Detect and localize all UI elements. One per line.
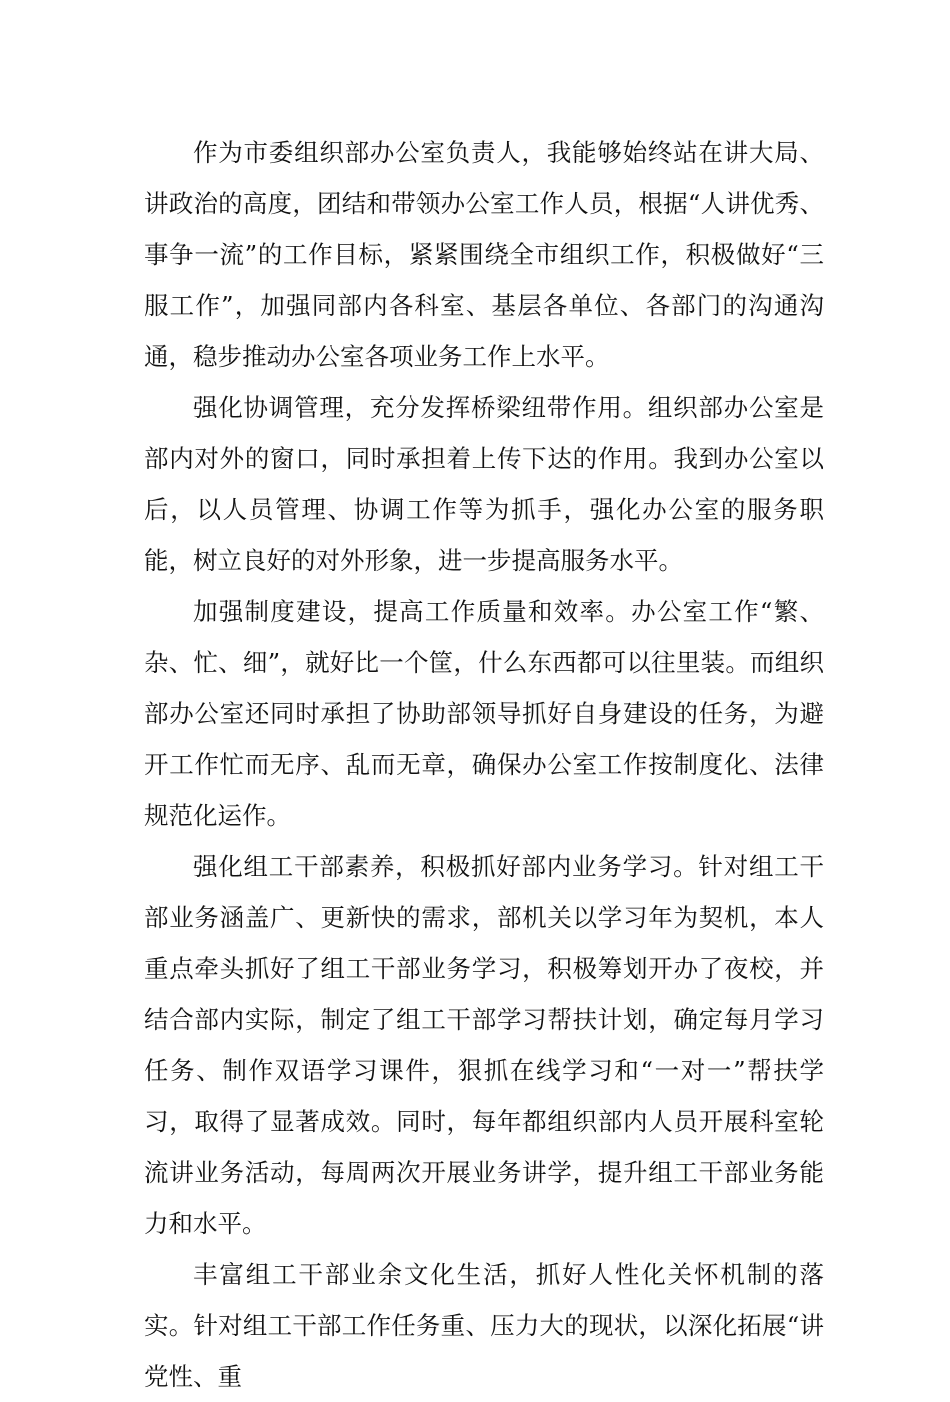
- paragraph-5: 丰富组工干部业余文化生活，抓好人性化关怀机制的落实。针对组工干部工作任务重、压力大的现状，以深化拓展“讲党性、重: [144, 1260, 824, 1391]
- paragraph-3: 加强制度建设，提高工作质量和效率。办公室工作“繁、杂、忙、细”，就好比一个筐，什么东西都可以往里装。而组织部办公室还同时承担了协助部领导抓好自身建设的任务，为避开工作忙而无序、乱而无章，确保办公室工作按制度化、法律规范化运作。: [144, 597, 824, 830]
- paragraph-4: 强化组工干部素养，积极抓好部内业务学习。针对组工干部业务涵盖广、更新快的需求，部机关以学习年为契机，本人重点牵头抓好了组工干部业务学习，积极筹划开办了夜校，并结合部内实际，制定了组工干部学习帮扶计划，确定每月学习任务、制作双语学习课件，狠抓在线学习和“一对一”帮扶学习，取得了显著成效。同时，每年都组织部内人员开展科室轮流讲业务活动，每周两次开展业务讲学，提升组工干部业务能力和水平。: [144, 852, 824, 1238]
- paragraph-1: 作为市委组织部办公室负责人，我能够始终站在讲大局、讲政治的高度，团结和带领办公室工作人员，根据“人讲优秀、事争一流”的工作目标，紧紧围绕全市组织工作，积极做好“三服工作”，加强同部内各科室、基层各单位、各部门的沟通沟通，稳步推动办公室各项业务工作上水平。: [144, 138, 824, 371]
- paragraph-2: 强化协调管理，充分发挥桥梁纽带作用。组织部办公室是部内对外的窗口，同时承担着上传下达的作用。我到办公室以后，以人员管理、协调工作等为抓手，强化办公室的服务职能，树立良好的对外形象，进一步提高服务水平。: [144, 393, 824, 575]
- document-body: [144, 127, 824, 1402]
